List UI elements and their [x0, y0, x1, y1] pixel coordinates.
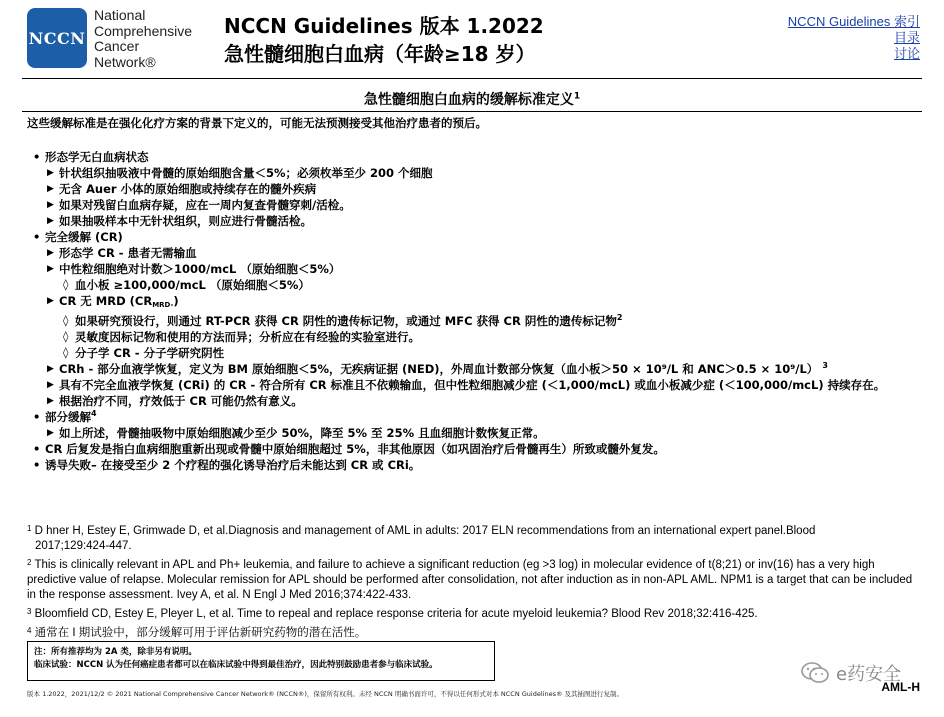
mrd-label: CR 无 MRD (CR: [59, 294, 153, 308]
bullet-icon: •: [33, 442, 41, 456]
list-item-text: 无含 Auer 小体的原始细胞或持续存在的髓外疾病: [59, 182, 317, 196]
mrd-close: ): [173, 294, 179, 308]
section-divider: [22, 111, 922, 112]
org-line: Cancer: [94, 38, 140, 54]
reference-text: Bloomfield CD, Estey E, Pleyer L, et al. Time to repeal and replace response criteria for acute myeloid leukemia? Blood Rev 2018;32:416-425.: [34, 608, 758, 620]
diamond-bullet-icon: ◊: [63, 278, 69, 291]
list-item: [29, 409, 919, 425]
list-item: [29, 261, 919, 277]
arrow-bullet-icon: ▶: [47, 380, 54, 390]
list-item-text: 针状组织抽吸液中骨髓的原始细胞含量＜5%；必须枚举至少 200 个细胞: [59, 166, 433, 180]
list-item: [29, 149, 919, 165]
reference-text: D hner H, Estey E, Grimwade D, et al.Diagnosis and management of AML in adults: 2017 ELN recommendations from an international expert panel.Blood: [34, 525, 816, 537]
arrow-bullet-icon: ▶: [47, 428, 54, 438]
list-item: [29, 425, 919, 441]
nccn-logo: NCCN: [27, 8, 87, 68]
arrow-bullet-icon: ▶: [47, 168, 54, 178]
list-item: [29, 329, 919, 345]
reference-number: 4: [27, 626, 32, 635]
reference-item: [27, 521, 917, 554]
org-line: National: [94, 7, 146, 23]
list-item-text: CRh - 部分血液学恢复，定义为 BM 原始细胞＜5%，无疾病证据 (NED)，外周血计数部分恢复（血小板＞50 × 10⁹/L 和 ANC＞0.5 × 10⁹/L）: [59, 362, 819, 376]
relapse-text: CR 后复发是指白血病细胞重新出现或骨髓中原始细胞超过 5%，非其他原因（如巩固治疗后骨髓再生）所致或髓外复发。: [45, 442, 665, 456]
guidelines-index-link[interactable]: NCCN Guidelines 索引: [787, 14, 920, 29]
reference-number: 2: [27, 558, 32, 567]
list-item: [29, 245, 919, 261]
bullet-icon: •: [33, 150, 41, 164]
reference-text-cont: 2017;129:424-447.: [35, 540, 132, 552]
reference-number: 1: [27, 524, 32, 533]
arrow-bullet-icon: ▶: [47, 200, 54, 210]
list-item: [29, 345, 919, 361]
title-line-1: NCCN Guidelines 版本 1.2022: [224, 14, 544, 38]
list-item-text: 如果对残留白血病存疑，应在一周内复查骨髓穿刺/活检。: [59, 198, 351, 212]
section-title: [0, 89, 944, 109]
list-item-text: 血小板 ≥100,000/mcL （原始细胞＜5%）: [75, 278, 310, 292]
list-item: [29, 441, 919, 457]
list-item: [29, 393, 919, 409]
arrow-bullet-icon: ▶: [47, 396, 54, 406]
cr-heading: 完全缓解 (CR): [45, 230, 123, 244]
note-line: 临床试验：NCCN 认为任何癌症患者都可以在临床试验中得到最佳治疗，因此特别鼓励患者参与临床试验。: [34, 660, 438, 670]
reference-text: This is clinically relevant in APL and Ph+ leukemia, and failure to achieve a significant reduction (eg >3 log) in molecular evidence of t(8;21) or inv(16) has a very high predictive value of relapse. Molecular remission for APL should be performed after consolidation, not after induction as in non-APL AML. NPM1 is a target that can be included in the response assessment. Ivey A, et al. N Engl J Med 2016;374:422-433.: [27, 559, 913, 601]
header-divider: [22, 78, 922, 79]
reference-text: 通常在 I 期试验中，部分缓解可用于评估新研究药物的潜在活性。: [34, 627, 367, 639]
list-item-text: 分子学 CR - 分子学研究阴性: [75, 346, 225, 360]
section-title-sup: 1: [573, 91, 581, 102]
wechat-icon: [800, 660, 830, 686]
diamond-bullet-icon: ◊: [63, 330, 69, 343]
list-item: [29, 213, 919, 229]
arrow-bullet-icon: ▶: [47, 296, 54, 306]
induction-failure-text: 诱导失败– 在接受至少 2 个疗程的强化诱导治疗后未能达到 CR 或 CRi。: [45, 458, 421, 472]
arrow-bullet-icon: ▶: [47, 216, 54, 226]
pr-heading: 部分缓解: [45, 410, 91, 424]
list-item-text: 灵敏度因标记物和使用的方法而异；分析应在有经验的实验室进行。: [75, 330, 420, 344]
org-name: [94, 8, 192, 70]
note-line: 注：所有推荐均为 2A 类，除非另有说明。: [34, 647, 197, 657]
list-item: [29, 293, 919, 313]
bullet-icon: •: [33, 458, 41, 472]
list-item-text: 具有不完全血液学恢复 (CRi) 的 CR - 符合所有 CR 标准且不依赖输血，但中性粒细胞减少症 (＜1,000/mcL) 或血小板减少症 (＜100,000/mcL) 持续存在。: [59, 378, 886, 392]
discussion-link[interactable]: 讨论: [893, 46, 920, 61]
document-title: [224, 12, 544, 68]
diamond-bullet-icon: ◊: [63, 346, 69, 359]
list-item: [29, 457, 919, 473]
list-item: [29, 181, 919, 197]
list-item: [29, 377, 919, 393]
footnote-ref: 2: [616, 313, 623, 323]
list-item: [29, 361, 919, 377]
arrow-bullet-icon: ▶: [47, 364, 54, 374]
mrd-subscript: MRD-: [152, 301, 174, 309]
footer-copyright: 版本 1.2022，2021/12/2 © 2021 National Comprehensive Cancer Network® (NCCN®)，保留所有权利。未经 NCCN 明确书面许可，不得以任何形式对本 NCCN Guidelines® 及其插图进行复制。: [27, 690, 624, 698]
arrow-bullet-icon: ▶: [47, 184, 54, 194]
note-box: [27, 641, 495, 681]
org-line: Comprehensive: [94, 22, 193, 39]
section-title-text: 急性髓细胞白血病的缓解标准定义: [363, 92, 574, 108]
intro-text: 这些缓解标准是在强化化疗方案的背景下定义的，可能无法预测接受其他治疗患者的预后。: [27, 116, 487, 130]
watermark-text: e药安全: [836, 664, 902, 685]
arrow-bullet-icon: ▶: [47, 264, 54, 274]
reference-item: [27, 623, 917, 641]
header-nav: [788, 14, 920, 62]
footnote-ref: 4: [91, 409, 97, 419]
bullet-icon: •: [33, 410, 41, 424]
list-item-text: 如上所述，骨髓抽吸物中原始细胞减少至少 50%，降至 5% 至 25% 且血细胞计数恢复正常。: [59, 426, 545, 440]
list-item-text: 如果研究预设行，则通过 RT-PCR 获得 CR 阴性的遗传标记物，或通过 MFC 获得 CR 阴性的遗传标记物: [75, 314, 617, 328]
list-item: [29, 197, 919, 213]
reference-item: [27, 604, 917, 622]
toc-link[interactable]: 目录: [893, 30, 920, 45]
list-item: [29, 229, 919, 245]
title-line-2: 急性髓细胞白血病（年龄≥18 岁）: [224, 42, 536, 66]
list-item: [29, 165, 919, 181]
list-item: [29, 277, 919, 293]
criteria-list: [29, 149, 919, 473]
org-line: Network®: [94, 53, 156, 70]
list-item-text: 如果抽吸样本中无针状组织，则应进行骨髓活检。: [59, 214, 312, 228]
reference-number: 3: [27, 607, 32, 616]
list-item-text: 中性粒细胞绝对计数＞1000/mcL （原始细胞＜5%）: [59, 262, 341, 276]
references: [27, 521, 917, 642]
morph-free-heading: 形态学无白血病状态: [45, 150, 149, 164]
footnote-ref: 3: [822, 361, 828, 371]
bullet-icon: •: [33, 230, 41, 244]
list-item-text: 根据治疗不同，疗效低于 CR 可能仍然有意义。: [59, 394, 303, 408]
list-item: [29, 313, 919, 329]
diamond-bullet-icon: ◊: [63, 314, 69, 327]
arrow-bullet-icon: ▶: [47, 248, 54, 258]
list-item-text: 形态学 CR - 患者无需输血: [59, 246, 197, 260]
page-code: AML-H: [881, 680, 920, 694]
reference-item: [27, 555, 917, 603]
